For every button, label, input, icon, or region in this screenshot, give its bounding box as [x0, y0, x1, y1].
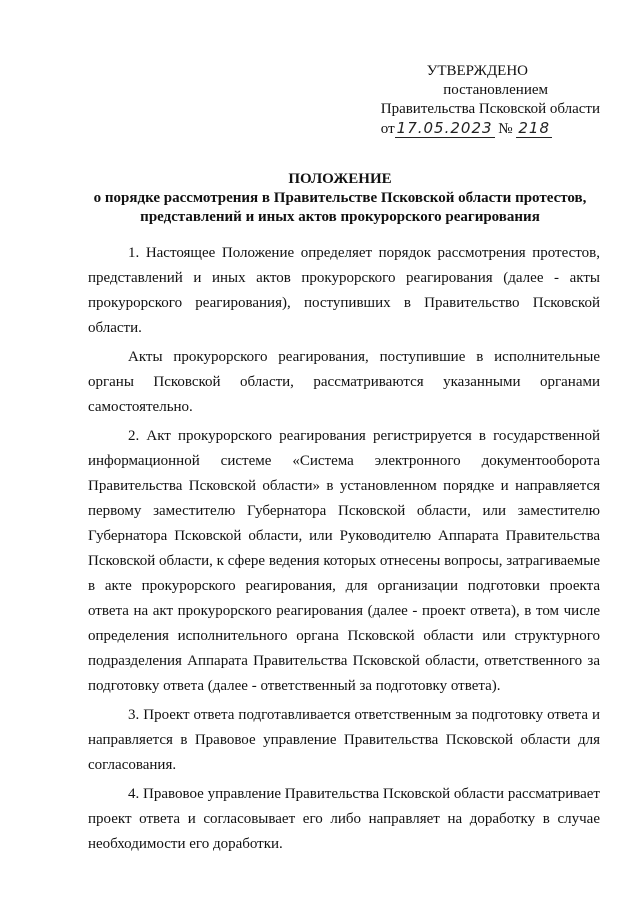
document-body [88, 241, 600, 861]
handwritten-number: 218 [518, 119, 550, 137]
handwritten-date: 17.05.2023 [396, 119, 493, 137]
approval-date-line [340, 119, 600, 139]
approval-stamp-block [340, 62, 600, 139]
paragraph-2: Акты прокурорского реагирования, поступившие в исполнительные органы Псковской области, рассматриваются указанными органами самостоятельно. [88, 349, 600, 415]
paragraph-5: 4. Правовое управление Правительства Псковской области рассматривает проект ответа и согласовывает его либо направляет на доработку в случае необходимости его доработки. [88, 786, 600, 852]
title-line-1: ПОЛОЖЕНИЕ [288, 171, 392, 187]
title-line-2: о порядке рассмотрения в Правительстве Псковской области протестов, [93, 190, 587, 206]
document-title [80, 170, 600, 227]
title-line-3: представлений и иных актов прокурорского реагирования [140, 209, 540, 225]
paragraph-1: 1. Настоящее Положение определяет порядок рассмотрения протестов, представлений и иных актов прокурорского реагирования (далее - акты прокурорского реагирования), поступивших в Правительство Псковской области. [88, 245, 600, 336]
approval-by: постановлением [443, 82, 548, 98]
number-prefix: № [498, 121, 513, 137]
date-prefix: от [380, 121, 395, 137]
paragraph-3: 2. Акт прокурорского реагирования регистрируется в государственной информационной системе «Система электронного документооборота Правительства Псковской области» в установленном порядке и направляется первому заместителю Губернатора Псковской области, или заместителю Губернатора Псковской области, или Руководителю Аппарата Правительства Псковской области, к сфере ведения которых отнесены вопросы, затрагиваемые в акте прокурорского реагирования, для организации подготовки проекта ответа на акт прокурорского реагирования (далее - проект ответа), в том числе определения исполнительного органа Псковской области или структурного подразделения Аппарата Правительства Псковской области, ответственного за подготовку ответа (далее - ответственный за подготовку ответа). [88, 428, 600, 694]
paragraph-4: 3. Проект ответа подготавливается ответственным за подготовку ответа и направляется в Правовое управление Правительства Псковской области для согласования. [88, 707, 600, 773]
approval-org: Правительства Псковской области [380, 101, 600, 117]
approval-approved: УТВЕРЖДЕНО [426, 63, 528, 79]
